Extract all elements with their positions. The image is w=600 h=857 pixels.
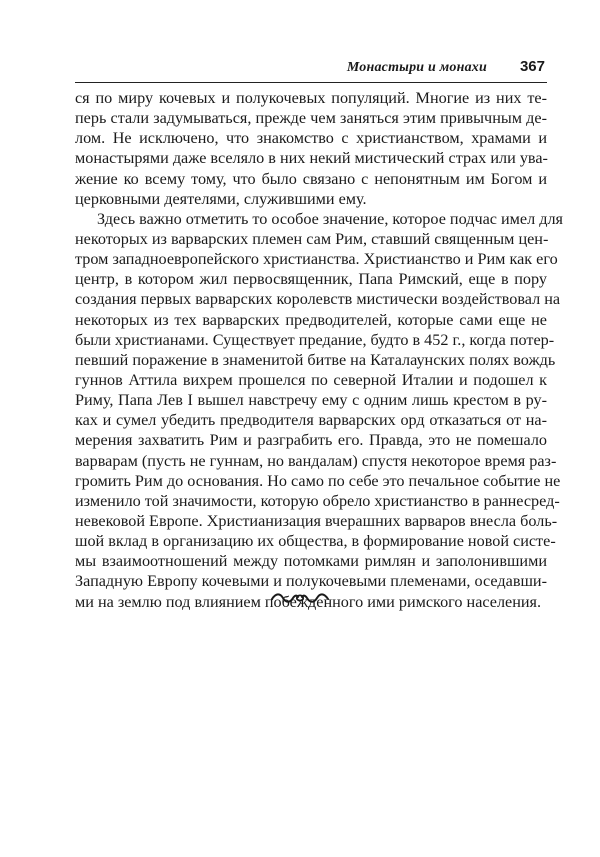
text-line: были христианами. Существует предание, будто в 452 г., когда потер- <box>75 330 555 349</box>
text-line: некоторых из тех варварских предводителей, которые сами еще не <box>75 310 547 329</box>
text-line: ся по миру кочевых и полукочевых популяций. Многие из них те- <box>75 89 547 107</box>
text-line: громить Рим до основания. Но само по себе это печальное событие не <box>75 471 561 490</box>
text-line: Риму, Папа Лев I вышел навстречу ему с одним лишь крестом в ру- <box>75 391 547 410</box>
text-line: перь стали задумываться, прежде чем заняться этим привычным де- <box>75 109 547 128</box>
text-line: церковными деятелями, служившими ему. <box>75 189 367 208</box>
ornament <box>0 590 600 611</box>
text-line: изменило той значимости, которую обрело христианство в раннесред- <box>75 491 560 510</box>
section-end-flourish-icon <box>268 590 332 606</box>
text-line: лом. Не исключено, что знакомство с христианством, храмами и <box>75 129 547 148</box>
text-line: невековой Европе. Христианизация вчерашних варваров внесла боль- <box>75 511 558 530</box>
text-line: тром западноевропейского христианства. Христианство и Рим как его <box>75 250 558 269</box>
text-line: монастырями даже вселяло в них некий мистический страх или ува- <box>75 149 548 168</box>
text-line: жение ко всему тому, что было связано с непонятным им Богом и <box>75 169 547 188</box>
text-line: некоторых из варварских племен сам Рим, ставший священным цен- <box>75 229 549 248</box>
text-line: мерения захватить Рим и разграбить его. Правда, это не помешало <box>75 431 547 450</box>
text-line: создания первых варварских королевств мистически воздействовал на <box>75 290 561 309</box>
text-line: шой вклад в организацию их общества, в формирование новой систе- <box>75 532 556 551</box>
paragraph-2 <box>75 209 563 612</box>
text-line: варварам (пусть не гуннам, но вандалам) спустя некоторое время раз- <box>75 451 557 470</box>
text-line: ми на землю под влиянием побежденного ими римского населения. <box>75 592 542 611</box>
text-line: Западную Европу кочевыми и полукочевыми племенами, оседавши- <box>75 572 547 591</box>
paragraph-1 <box>75 88 547 209</box>
running-title: Монастыри и монахи <box>346 60 487 75</box>
text-line: мы взаимоотношений между потомками римлян и заполонившими <box>75 552 547 571</box>
page-header <box>75 58 547 83</box>
text-line: гуннов Аттила вихрем прошелся по северной Италии и подошел к <box>75 370 547 389</box>
page-number: 367 <box>519 58 545 75</box>
text-line: Здесь важно отметить то особое значение, которое подчас имел для <box>97 209 563 228</box>
text-line: центр, в котором жил первосвященник, Папа Римский, еще в пору <box>75 270 547 289</box>
text-line: ках и сумел убедить предводителя варварских орд отказаться от на- <box>75 411 547 430</box>
body-text <box>75 88 563 612</box>
text-line: певший поражение в знаменитой битве на Каталаунских полях вождь <box>75 350 556 369</box>
